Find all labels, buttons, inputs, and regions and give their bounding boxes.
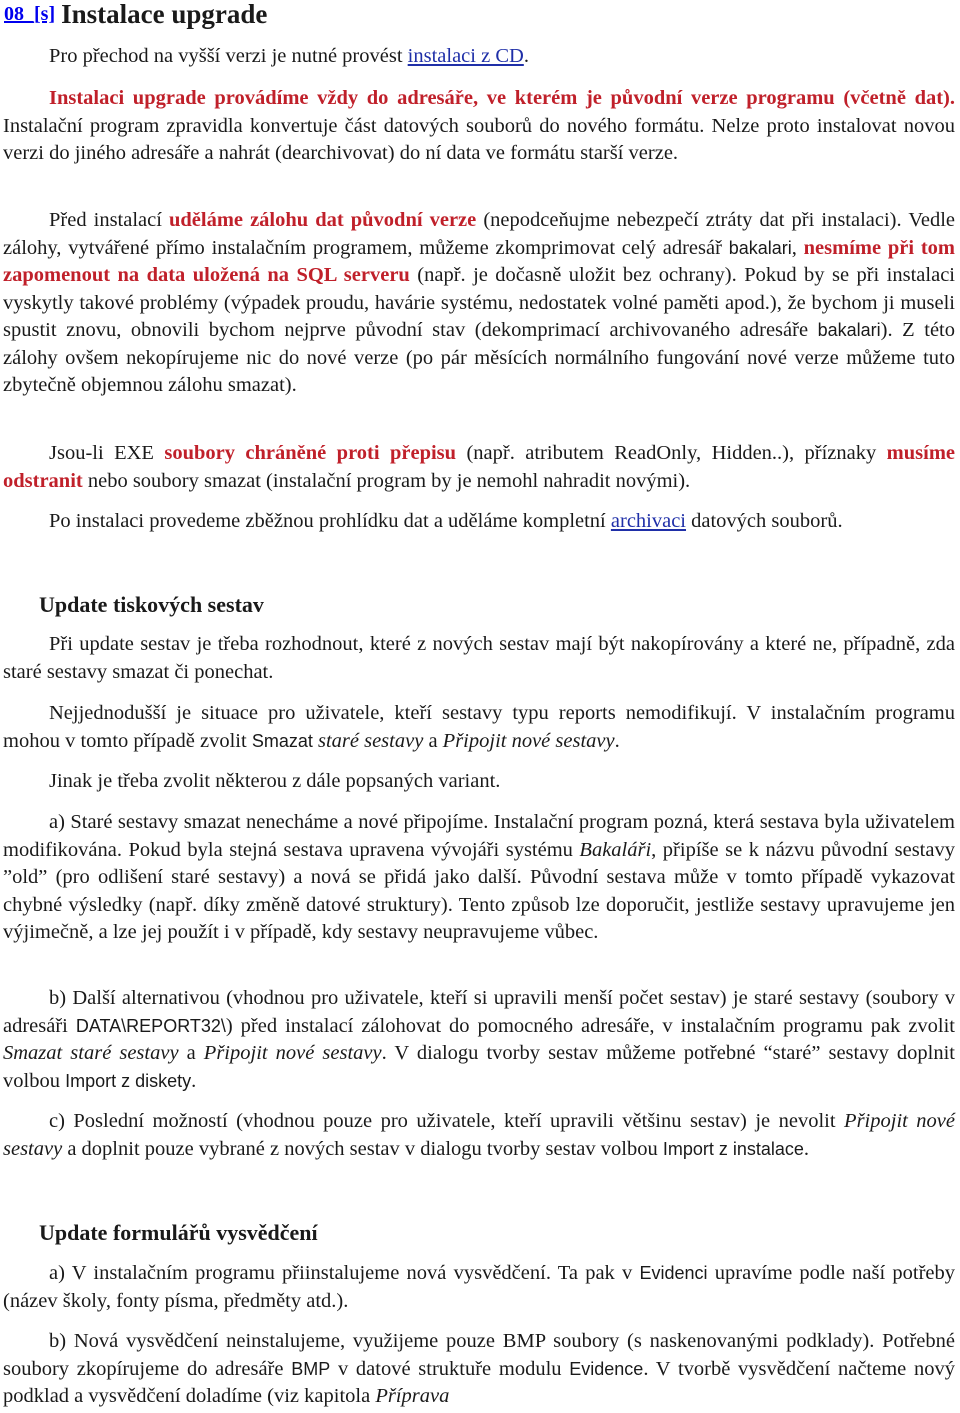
paragraph-install-cd: Pro přechod na vyšší verzi je nutné provést instalaci z CD. [49,45,529,67]
paragraph-upgrade-directory: Instalaci upgrade provádíme vždy do adresáře, ve kterém je původní verze programu (včetně dat). Instalační program zpravidla konvertuje část datových souborů do nového formátu. Nelze proto instalovat novou verzi do jiného adresáře a nahrát (dearchivovat) do ní data ve formátu starší verze. [3,87,955,164]
paragraph-exe-files: Jsou-li EXE soubory chráněné proti přepisu (např. atributem ReadOnly, Hidden..), příznaky musíme odstranit nebo soubory smazat (instalační program by je nemohl nahradit novými). [3,442,955,492]
heading-certificate-update: Update formulářů vysvědčení [39,1220,318,1245]
title-text: Instalace upgrade [61,0,268,29]
paragraph-report-decision: Při update sestav je třeba rozhodnout, které z nových sestav mají být nakopírovány a které ne, případně, zda staré sestavy smazat či ponechat. [3,633,955,683]
paragraph-variant-c: c) Poslední možností (vhodnou pouze pro uživatele, kteří upravili většinu sestav) je nevolit Připojit nové sestavy a doplnit pouze vybrané z nových sestav v dialogu tvorby sestav volbou Import z instalace. [3,1110,956,1160]
page-title [4,0,267,29]
paragraph-after-install: Po instalaci provedeme zběžnou prohlídku dat a uděláme kompletní archivaci datových souborů. [49,510,843,532]
heading-report-update: Update tiskových sestav [39,592,264,617]
paragraph-certificate-a: a) V instalačním programu přiinstalujeme nová vysvědčení. Ta pak v Evidenci upravíme podle naší potřeby (název školy, fonty písma, předměty atd.). [3,1262,955,1312]
paragraph-variant-b: b) Další alternativou (vhodnou pro uživatele, kteří si upravili menší počet sestav) je staré sestavy (soubory v adresáři DATA\REPORT32\) před instalací zálohovat do pomocného adresáře, v instalačním programu pak zvolit Smazat staré sestavy a Připojit nové sestavy. V dialogu tvorby sestav můžeme potřebné “staré” sestavy doplnit volbou Import z diskety. [3,987,956,1092]
install-cd-link[interactable]: instalaci z CD [407,45,524,67]
paragraph-variant-a: a) Staré sestavy smazat nenecháme a nové připojíme. Instalační program pozná, která sestava byla uživatelem modifikována. Pokud byla stejná sestava upravena vývojáři systému Bakaláři, připíše se k názvu původní sestavy ”old” (pro odlišení staré sestavy) a nová se přidá jako další. Původní sestava může v tomto případě vykazovat chybné výsledky (např. díky změně datové struktury). Tento způsob lze doporučit, jestliže sestavy upravujeme jen výjimečně, a lze jej použít i v případě, kdy sestavy neupravujeme vůbec. [3,811,955,943]
paragraph-simplest-case: Nejjednodušší je situace pro uživatele, kteří sestavy typu reports nemodifikují. V instalačním programu mohou v tomto případě zvolit Smazat staré sestavy a Připojit nové sestavy. [3,702,955,752]
paragraph-certificate-b: b) Nová vysvědčení neinstalujeme, využijeme pouze BMP soubory (s naskenovanými podklady). Potřebné soubory zkopírujeme do adresáře BMP v datové struktuře modulu Evidence. V tvorbě vysvědčení načteme nový podklad a vysvědčení doladíme (viz kapitola Příprava [3,1330,956,1407]
paragraph-backup: Před instalací uděláme zálohu dat původní verze (nepodceňujme nebezpečí ztráty dat při instalaci). Vedle zálohy, vytvářené přímo instalačním programem, můžeme zkomprimovat celý adresář bakalari, nesmíme při tom zapomenout na data uložená na SQL serveru (např. je dočasně uložit bez ochrany). Pokud by se při instalaci vyskytly takové problémy (výpadek proudu, havárie systému, nedostatek volné paměti apod.), že bychom ji museli spustit znovu, obnovili bychom nejprve původní stav (dekomprimací archivovaného adresáře bakalari). Z této zálohy ovšem nekopírujeme nic do nové verze (po pár měsících normálního fungování nové verze můžeme tuto zbytečně objemnou zálohu smazat). [3,209,956,396]
section-code-link[interactable]: 08_[s] [4,3,56,25]
archive-link[interactable]: archivaci [610,510,687,532]
paragraph-variants: Jinak je třeba zvolit některou z dále popsaných variant. [49,770,501,792]
